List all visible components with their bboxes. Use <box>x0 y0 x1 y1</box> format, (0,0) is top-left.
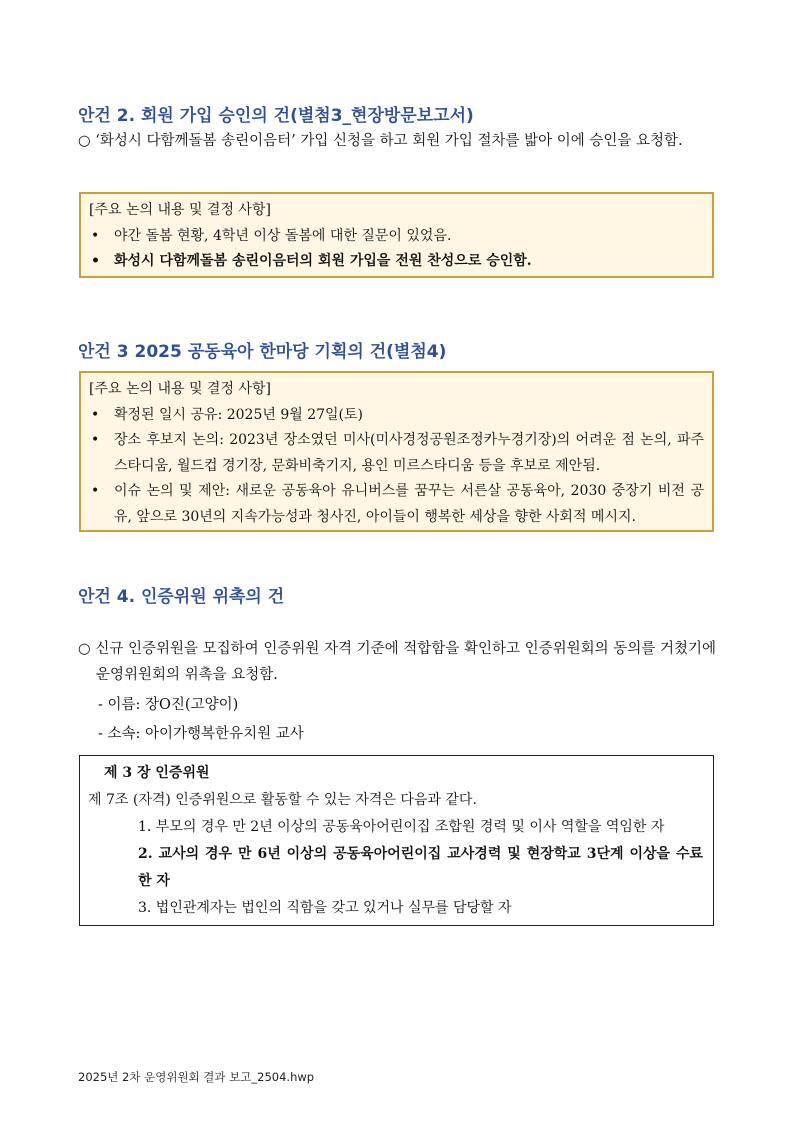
chapter-title: 제 3 장 인증위원 <box>104 765 210 781</box>
agenda3-decision-box <box>79 371 714 532</box>
list-item: • 야간 돌봄 현황, 4학년 이상 돌봄에 대한 질문이 있었음. <box>89 224 704 250</box>
list-item: • 화성시 다함께돌봄 송린이음터의 회원 가입을 전원 찬성으로 승인함. <box>89 249 704 275</box>
affiliation-line: - 소속: 아이가행복한유치원 교사 <box>98 726 304 742</box>
list-item: • 이슈 논의 및 제안: 새로운 공동육아 유니버스를 꿈꾸는 서른살 공동육아, 2030 중장기 비전 공유, 앞으로 30년의 지속가능성과 청사진, 아이들이 행복한 세상을 향한 사회적 메시지. <box>89 479 704 530</box>
list-item: • 장소 후보지 논의: 2023년 장소였던 미사(미사경정공원조정카누경기장)의 어려운 점 논의, 파주 스타디움, 월드컵 경기장, 문화비축기지, 용인 미르스타디움 등을 후보로 제안됨. <box>89 428 704 479</box>
decision-box-header: [주요 논의 내용 및 결정 사항] <box>89 202 271 218</box>
agenda2-heading: 안건 2. 회원 가입 승인의 건(별첨3_현장방문보고서) <box>78 106 474 126</box>
agenda4-paragraph: ○ 신규 인증위원을 모집하여 인증위원 자격 기준에 적합함을 확인하고 인증위원회의 동의를 거쳤기에 운영위원회의 위촉을 요청함. <box>78 641 716 683</box>
article-text: 제 7조 (자격) 인증위원으로 활동할 수 있는 자격은 다음과 같다. <box>88 792 477 808</box>
footer-filename: 2025년 2차 운영위원회 결과 보고_2504.hwp <box>78 1070 315 1084</box>
rule-item: 3. 법인관계자는 법인의 직함을 갖고 있거나 실무를 담당할 자 <box>138 900 512 916</box>
agenda4-heading: 안건 4. 인증위원 위촉의 건 <box>78 587 285 607</box>
list-item: • 확정된 일시 공유: 2025년 9월 27일(토) <box>89 403 704 429</box>
agenda2-paragraph: ○ ‘화성시 다함께돌봄 송린이음터’ 가입 신청을 하고 회원 가입 절차를 밟아 이에 승인을 요청함. <box>78 133 683 149</box>
agenda2-decision-box <box>79 192 714 278</box>
rule-item: 1. 부모의 경우 만 2년 이상의 공동육아어린이집 조합원 경력 및 이사 역할을 역임한 자 <box>138 819 665 835</box>
rule-excerpt-box <box>79 755 714 926</box>
decision-box-header: [주요 논의 내용 및 결정 사항] <box>89 381 271 397</box>
name-line: - 이름: 장O진(고양이) <box>98 697 239 713</box>
rule-item: 2. 교사의 경우 만 6년 이상의 공동육아어린이집 교사경력 및 현장학교 3단계 이상을 수료한 자 <box>138 846 703 889</box>
agenda3-heading: 안건 3 2025 공동육아 한마당 기획의 건(별첨4) <box>78 342 447 362</box>
